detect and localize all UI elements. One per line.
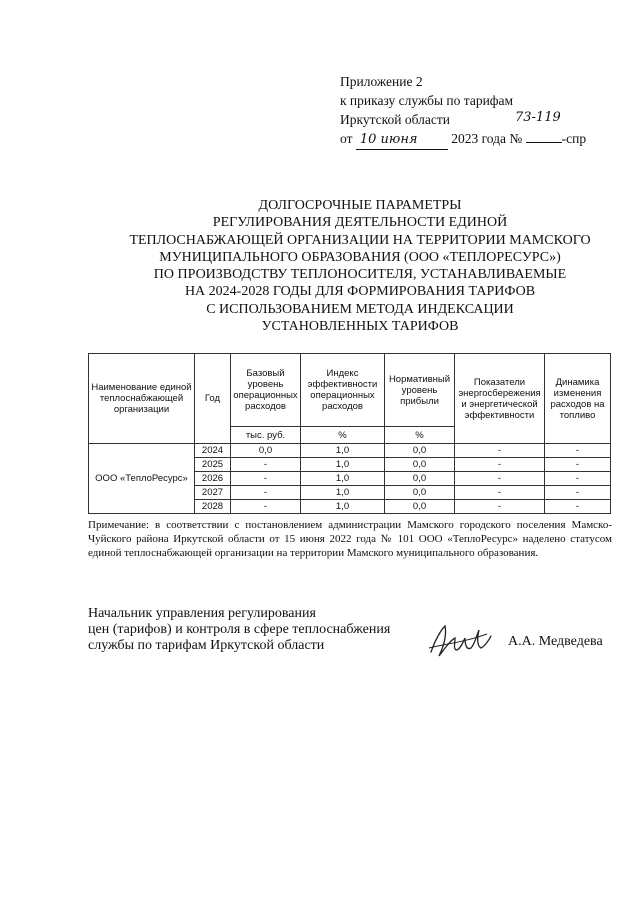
unit-profit: % xyxy=(385,427,455,444)
appendix-line-2: к приказу службы по тарифам xyxy=(340,93,514,108)
header-org: Наименование единой теплоснабжающей организации xyxy=(89,354,195,444)
cell-base: - xyxy=(231,500,301,514)
appendix-header xyxy=(340,72,586,150)
appendix-line-3 xyxy=(340,110,586,129)
cell-year: 2025 xyxy=(195,458,231,472)
header-year: Год xyxy=(195,354,231,444)
note-paragraph: Примечание: в соответствии с постановлением администрации Мамского городского поселения Мамско-Чуйского района Иркутской области от 15 июня 2022 года № 101 ООО «ТеплоРесурс» наделено статусом единой теплоснабжающей организации на территории Мамского муниципального образования. xyxy=(88,519,612,559)
cell-index: 1,0 xyxy=(301,472,385,486)
cell-profit: 0,0 xyxy=(385,472,455,486)
table-row xyxy=(89,444,611,458)
handwritten-order-number: 73-119 xyxy=(515,110,561,125)
signatory-title-line-1: Начальник управления регулирования xyxy=(88,606,316,621)
header-fuel-dynamics: Динамика изменения расходов на топливо xyxy=(545,354,611,444)
appendix-date-line xyxy=(340,129,586,150)
order-number-blank xyxy=(526,142,562,143)
date-prefix: от xyxy=(340,131,353,146)
unit-base: тыс. руб. xyxy=(231,427,301,444)
cell-energy: - xyxy=(455,486,545,500)
handwritten-signature xyxy=(425,618,495,667)
cell-base: - xyxy=(231,472,301,486)
year-text: 2023 года № xyxy=(451,131,523,146)
signatory-name: А.А. Медведева xyxy=(508,634,603,649)
title-line: ТЕПЛОСНАБЖАЮЩЕЙ ОРГАНИЗАЦИИ НА ТЕРРИТОРИИ МАМСКОГО xyxy=(129,232,591,248)
cell-index: 1,0 xyxy=(301,500,385,514)
title-line: РЕГУЛИРОВАНИЯ ДЕЯТЕЛЬНОСТИ ЕДИНОЙ xyxy=(212,215,508,231)
cell-profit: 0,0 xyxy=(385,458,455,472)
cell-dynamics: - xyxy=(545,458,611,472)
appendix-region: Иркутской области xyxy=(340,112,451,127)
title-line: ДОЛГОСРОЧНЫЕ ПАРАМЕТРЫ xyxy=(258,198,462,213)
cell-index: 1,0 xyxy=(301,444,385,458)
cell-profit: 0,0 xyxy=(385,444,455,458)
signatory-title-line-2: цен (тарифов) и контроля в сфере теплоснабжения xyxy=(88,622,391,637)
title-line: МУНИЦИПАЛЬНОГО ОБРАЗОВАНИЯ (ООО «ТЕПЛОРЕСУРС») xyxy=(159,249,561,265)
cell-base: 0,0 xyxy=(231,444,301,458)
cell-base: - xyxy=(231,458,301,472)
order-suffix: -спр xyxy=(561,131,587,146)
title-line: С ИСПОЛЬЗОВАНИЕМ МЕТОДА ИНДЕКСАЦИИ xyxy=(206,301,514,317)
cell-year: 2028 xyxy=(195,500,231,514)
cell-energy: - xyxy=(455,500,545,514)
cell-index: 1,0 xyxy=(301,458,385,472)
cell-year: 2027 xyxy=(195,486,231,500)
cell-dynamics: - xyxy=(545,486,611,500)
appendix-line-1: Приложение 2 xyxy=(340,74,423,89)
cell-dynamics: - xyxy=(545,500,611,514)
cell-base: - xyxy=(231,486,301,500)
header-efficiency-index: Индекс эффективности операционных расходов xyxy=(301,354,385,427)
signatory-title-line-3: службы по тарифам Иркутской области xyxy=(88,638,325,653)
parameters-table xyxy=(88,353,611,514)
document-title xyxy=(70,197,640,335)
cell-energy: - xyxy=(455,472,545,486)
cell-index: 1,0 xyxy=(301,486,385,500)
handwritten-date: 10 июня xyxy=(356,130,448,150)
cell-dynamics: - xyxy=(545,444,611,458)
cell-profit: 0,0 xyxy=(385,500,455,514)
title-line: НА 2024-2028 ГОДЫ ДЛЯ ФОРМИРОВАНИЯ ТАРИФОВ xyxy=(184,284,536,300)
header-energy-efficiency: Показатели энергосбережения и энергетической эффективности xyxy=(455,354,545,444)
cell-year: 2024 xyxy=(195,444,231,458)
unit-index: % xyxy=(301,427,385,444)
cell-dynamics: - xyxy=(545,472,611,486)
header-base-expenses: Базовый уровень операционных расходов xyxy=(231,354,301,427)
signatory-block xyxy=(88,606,390,654)
title-line: ПО ПРОИЗВОДСТВУ ТЕПЛОНОСИТЕЛЯ, УСТАНАВЛИВАЕМЫЕ xyxy=(153,267,567,283)
cell-year: 2026 xyxy=(195,472,231,486)
cell-profit: 0,0 xyxy=(385,486,455,500)
org-name-cell: ООО «ТеплоРесурс» xyxy=(89,444,195,514)
cell-energy: - xyxy=(455,458,545,472)
cell-energy: - xyxy=(455,444,545,458)
header-profit-level: Нормативный уровень прибыли xyxy=(385,354,455,427)
title-line: УСТАНОВЛЕННЫХ ТАРИФОВ xyxy=(261,319,459,335)
